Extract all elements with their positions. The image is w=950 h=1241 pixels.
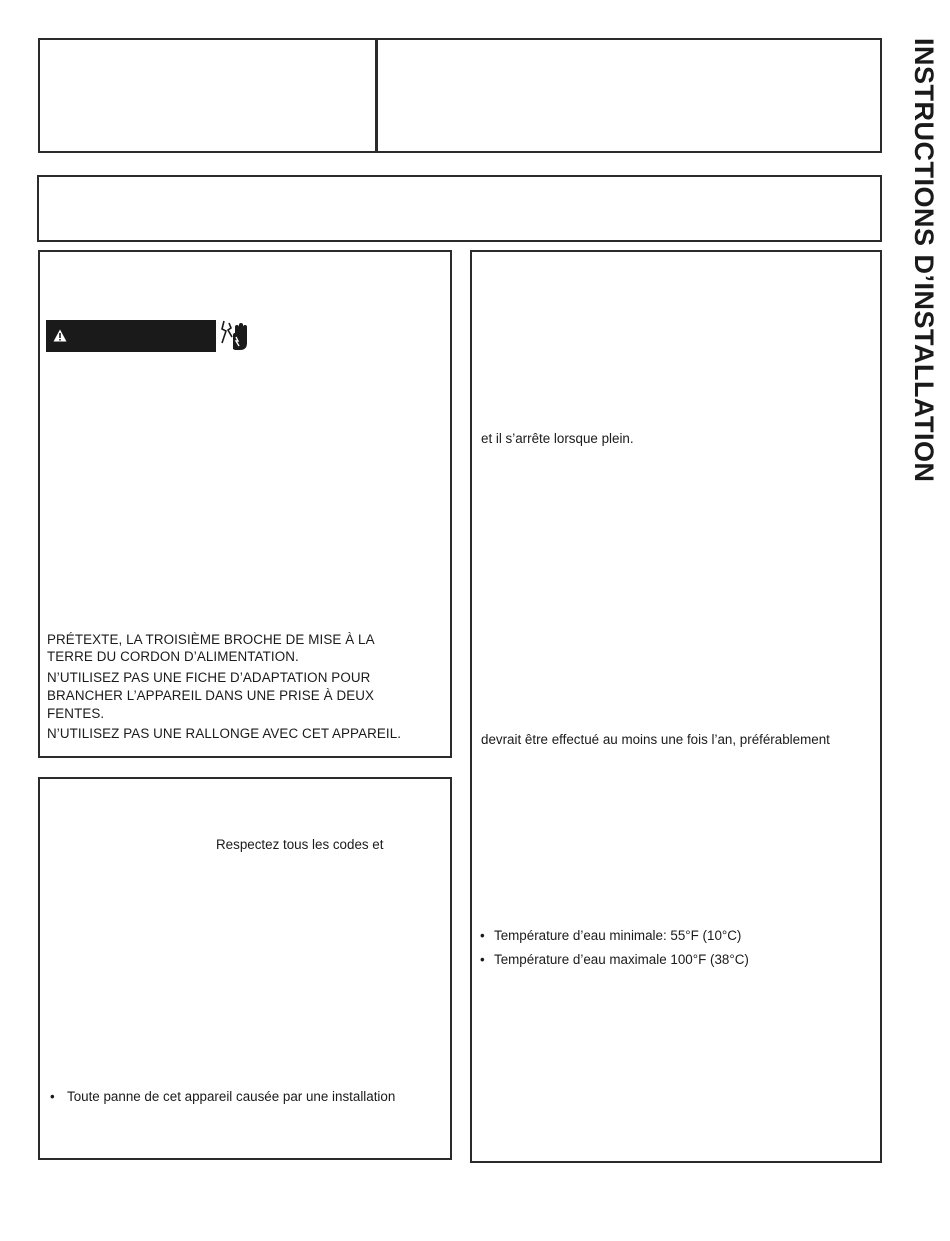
banner-box: [37, 175, 882, 242]
bullet-dot: •: [480, 928, 485, 943]
warning-line-5: FENTES.: [47, 706, 105, 721]
header-box: [38, 38, 882, 153]
bullet-dot: •: [50, 1089, 55, 1104]
operation-box: [470, 250, 882, 1163]
right-line-1: et il s’arrête lorsque plein.: [481, 431, 634, 446]
electric-shock-hand-icon: [219, 319, 251, 353]
warning-banner: [46, 320, 216, 352]
list-item: [480, 927, 741, 945]
side-title: INSTRUCTIONS D’INSTALLATION: [909, 38, 939, 483]
right-line-2: devrait être effectué au moins une fois l’an, préférablement: [481, 732, 830, 747]
warning-line-2: TERRE DU CORDON D’ALIMENTATION.: [47, 649, 299, 664]
list-item: [50, 1088, 395, 1106]
bullet-text: Toute panne de cet appareil causée par une installation: [67, 1089, 396, 1104]
warning-triangle-icon: [53, 329, 67, 342]
bullet-dot: •: [480, 952, 485, 967]
list-item: [480, 951, 749, 969]
bullet-text: Température d’eau minimale: 55°F (10°C): [494, 928, 742, 943]
header-divider: [375, 38, 378, 153]
warning-line-3: N’UTILISEZ PAS UNE FICHE D’ADAPTATION POUR: [47, 670, 371, 685]
codes-text: Respectez tous les codes et: [216, 837, 384, 852]
warning-line-4: BRANCHER L’APPAREIL DANS UNE PRISE À DEUX: [47, 688, 375, 703]
warning-line-6: N’UTILISEZ PAS UNE RALLONGE AVEC CET APPAREIL.: [47, 726, 402, 741]
bullet-text: Température d’eau maximale 100°F (38°C): [494, 952, 749, 967]
warning-line-1: PRÉTEXTE, LA TROISIÈME BROCHE DE MISE À LA: [47, 632, 375, 647]
